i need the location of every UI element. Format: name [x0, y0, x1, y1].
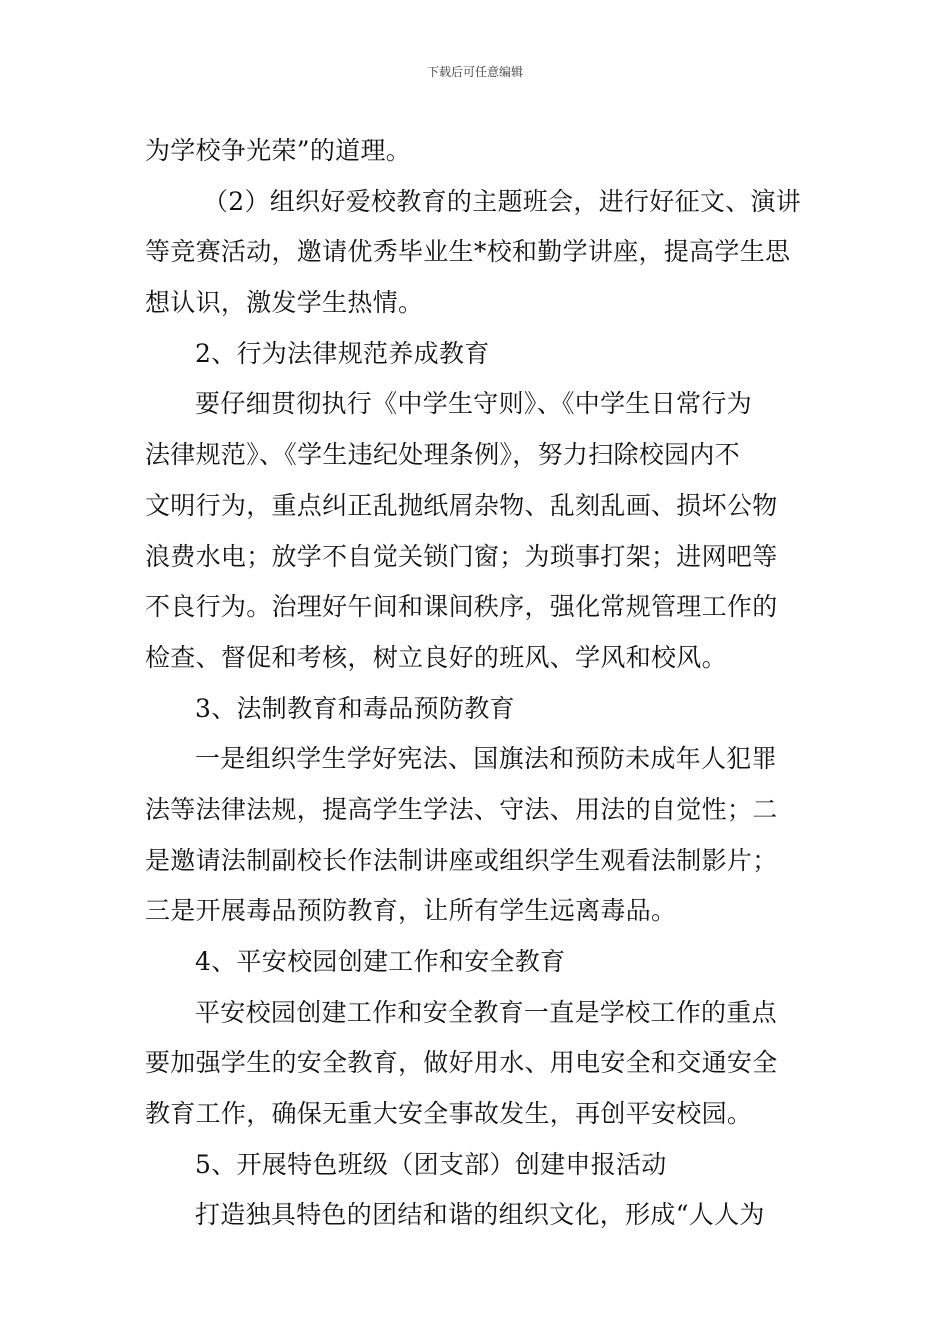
- section-heading: 2、行为法律规范养成教育: [195, 338, 490, 368]
- section-heading: 3、法制教育和毒品预防教育: [195, 693, 515, 723]
- text-line: 三是开展毒品预防教育，让所有学生远离毒品。: [145, 896, 677, 926]
- text-line: 文明行为，重点纠正乱抛纸屑杂物、乱刻乱画、损坏公物: [145, 490, 778, 520]
- page-header-note: 下载后可任意编辑: [426, 65, 523, 79]
- text-line: 检查、督促和考核，树立良好的班风、学风和校风。: [145, 642, 727, 672]
- text-line: 等竞赛活动，邀请优秀毕业生*校和勤学讲座，提高学生思: [145, 237, 791, 267]
- section-heading: 4、平安校园创建工作和安全教育: [195, 947, 566, 976]
- section-heading: 5、开展特色班级（团支部）创建申报活动: [195, 1149, 667, 1179]
- text-line: 想认识，激发学生热情。: [145, 288, 424, 318]
- text-line: 是邀请法制副校长作法制讲座或组织学生观看法制影片；: [145, 845, 778, 875]
- document-body: [145, 126, 810, 1241]
- text-line: 教育工作，确保无重大安全事故发生，再创平安校园。: [145, 1099, 753, 1129]
- text-line: 要仔细贯彻执行《中学生守则》、《中学生日常行为: [195, 389, 752, 419]
- text-line: 法等法律法规，提高学生学法、守法、用法的自觉性；二: [145, 794, 778, 824]
- text-line: 要加强学生的安全教育，做好用水、用电安全和交通安全: [145, 1048, 778, 1078]
- text-line: （2）组织好爱校教育的主题班会，进行好征文、演讲: [203, 186, 802, 216]
- text-line: 法律规范》、《学生违纪处理条例》，努力扫除校园内不: [145, 440, 741, 470]
- text-line: 平安校园创建工作和安全教育一直是学校工作的重点: [195, 997, 777, 1027]
- text-line: 浪费水电；放学不自觉关锁门窗；为琐事打架；进网吧等: [145, 541, 778, 571]
- text-line: 一是组织学生学好宪法、国旗法和预防未成年人犯罪: [195, 744, 777, 774]
- text-line: 为学校争光荣”的道理。: [145, 136, 412, 165]
- text-line: 打造独具特色的团结和谐的组织文化，形成“人人为: [195, 1200, 765, 1230]
- text-line: 不良行为。治理好午间和课间秩序，强化常规管理工作的: [145, 592, 778, 622]
